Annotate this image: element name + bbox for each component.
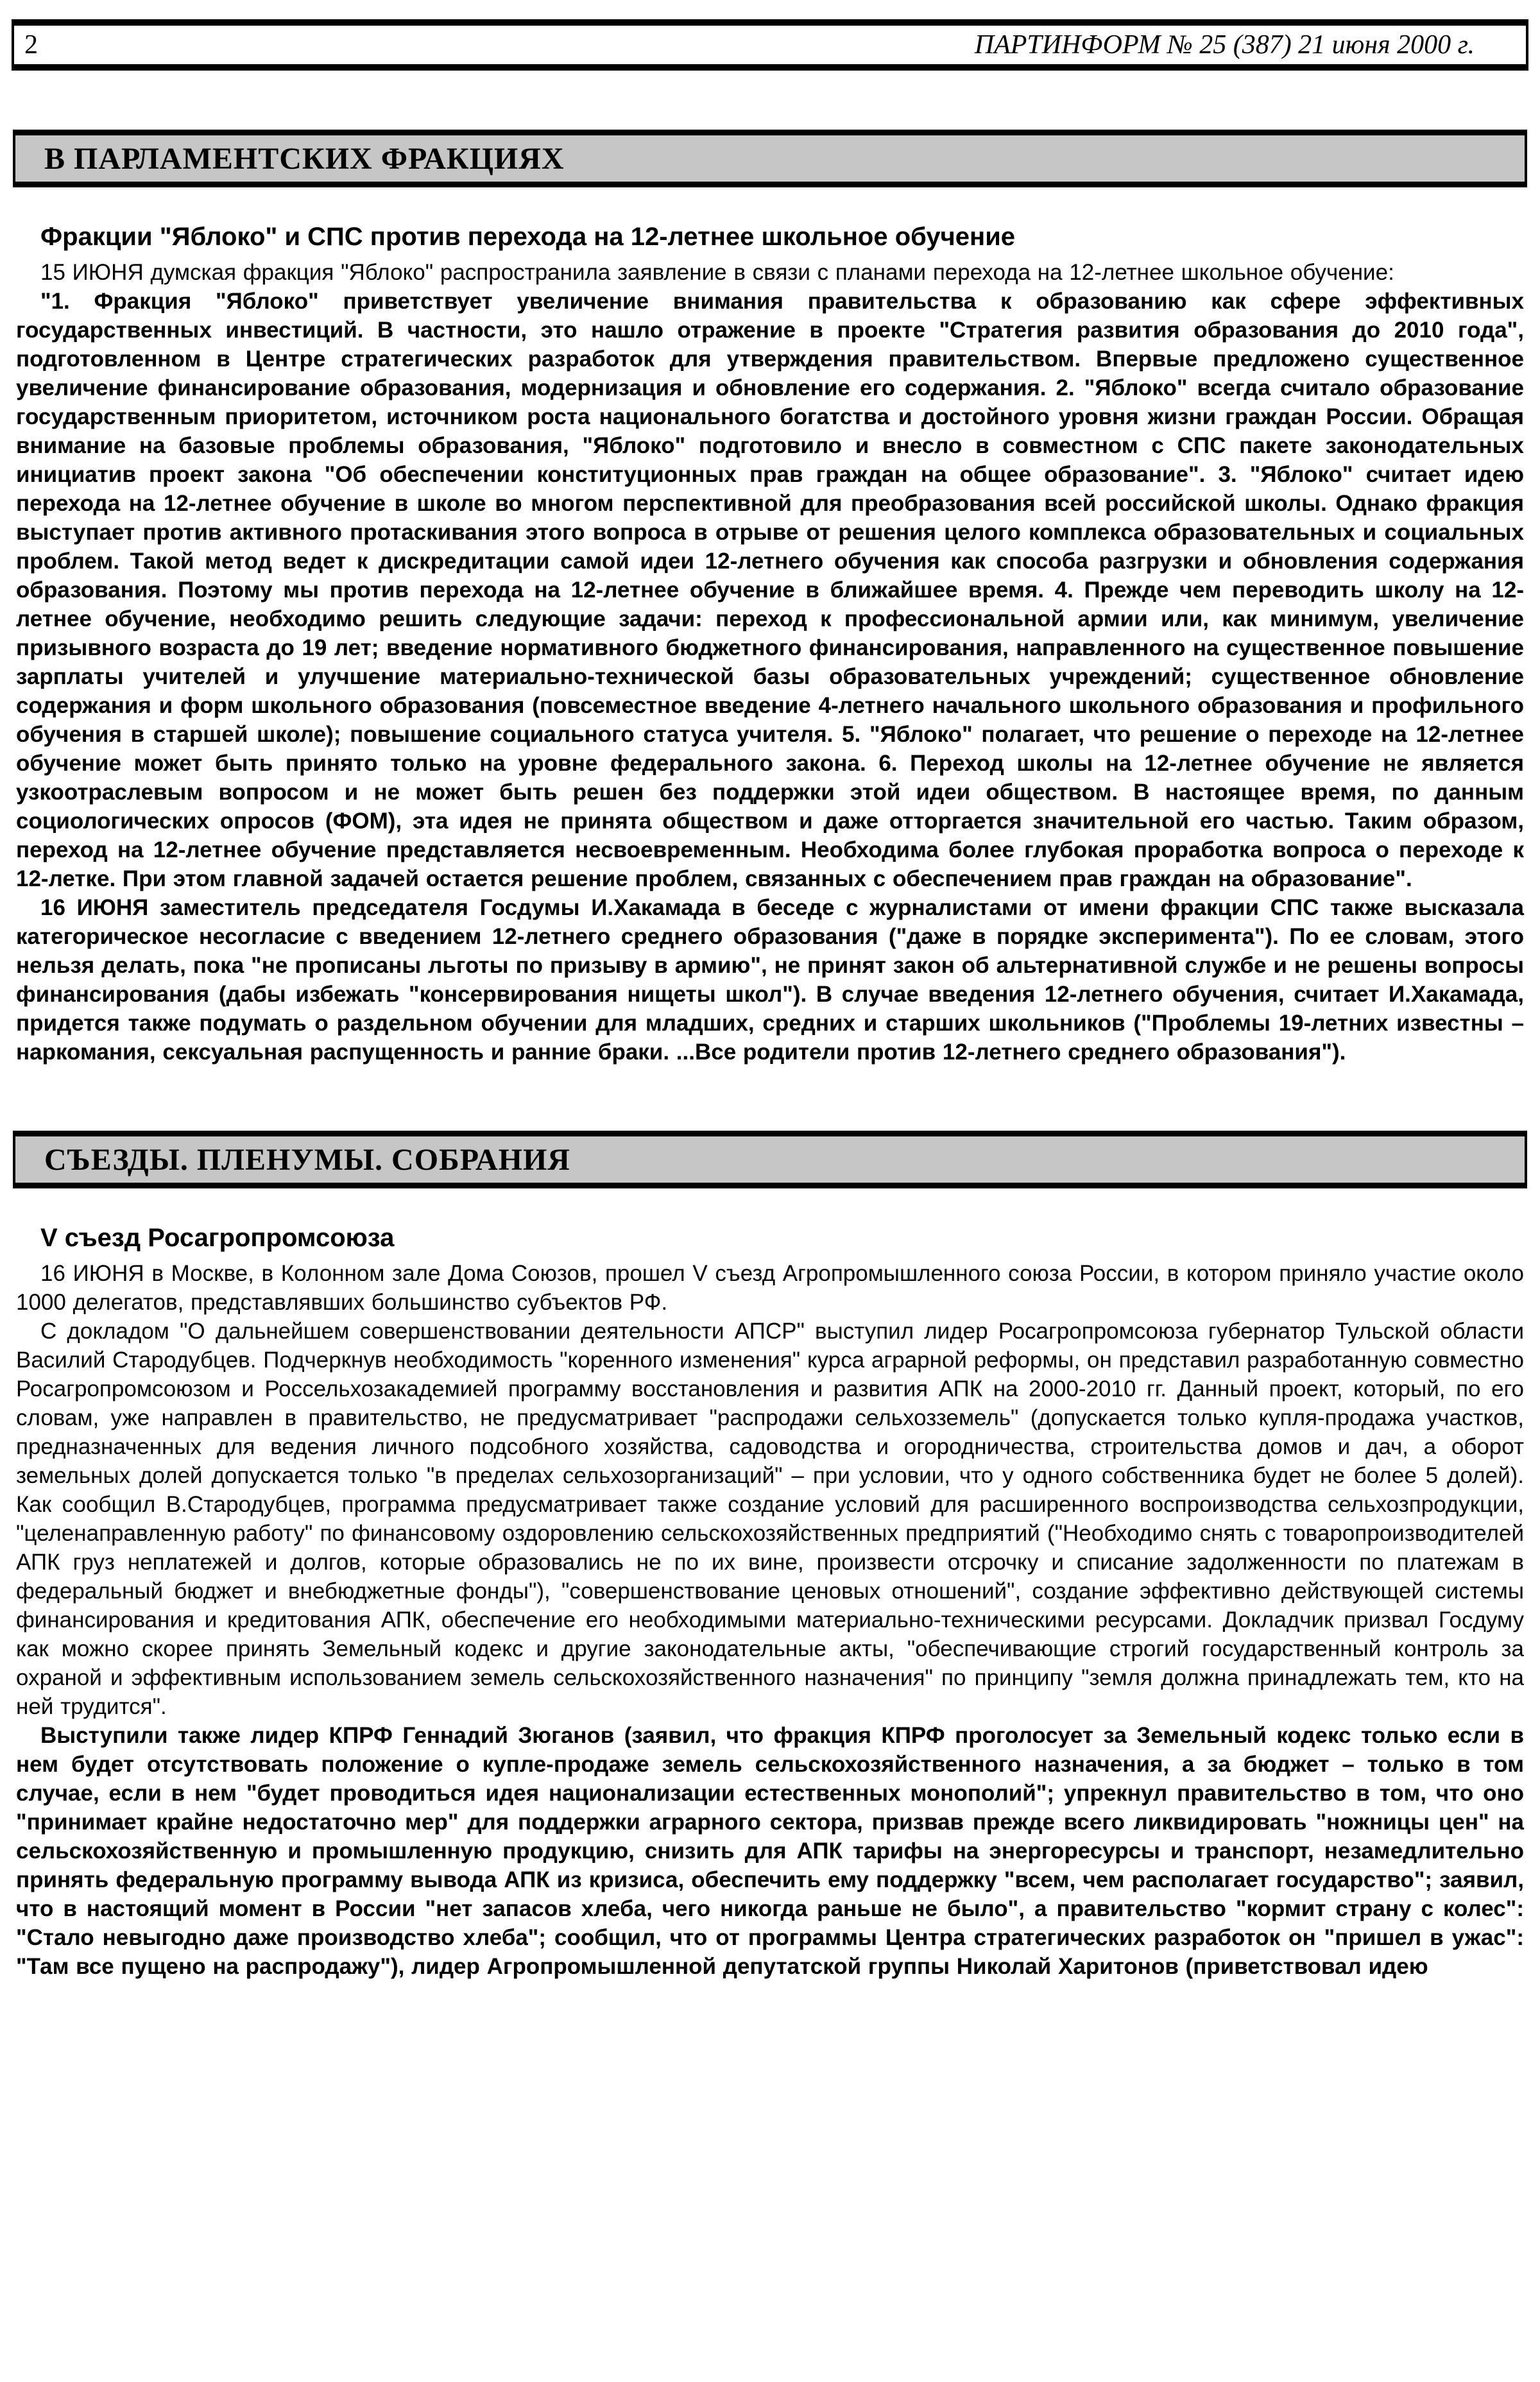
paragraph: Выступили также лидер КПРФ Геннадий Зюганов (заявил, что фракция КПРФ проголосует за Земельный кодекс только если в нем будет отсутствовать положение о купле-продаже земель сельскохозяйственного назначения, а за бюджет – только в том случае, если в нем "будет проводиться идея национализации естественных монополий"; упрекнул правительство в том, что оно "принимает крайне недостаточно мер" для поддержки аграрного сектора, призвав прежде всего ликвидировать "ножницы цен" на сельскохозяйственную и промышленную продукцию, снизить для АПК тарифы на энергоресурсы и транспорт, незамедлительно принять федеральную программу вывода АПК из кризиса, обеспечить ему поддержку "всем, чем располагает государство"; заявил, что в настоящий момент в России "нет запасов хлеба, чего никогда раньше не было", а правительство "кормит страну с колес": "Стало невыгодно даже производство хлеба"; сообщил, что от программы Центра стратегических разработок он "пришел в ужас": "Там все пущено на распродажу"), лидер Агропромышленной депутатской группы Николай Харитонов (приветствовал идею	[16, 1723, 1524, 1979]
paragraph: 15 ИЮНЯ думская фракция "Яблоко" распространила заявление в связи с планами перехода на 12-летнее школьное обучение:	[40, 260, 1394, 285]
article-rosagropromsoyuz	[0, 1222, 1540, 1981]
section-banner-parliament-fractions	[13, 130, 1527, 187]
paragraph: 16 ИЮНЯ заместитель председателя Госдумы И.Хакамада в беседе с журналистами от имени фракции СПС также высказала категорическое несогласие с введением 12-летнего среднего образования ("даже в порядке эксперимента"). По ее словам, этого нельзя делать, пока "не прописаны льготы по призыву в армию", не принят закон об альтернативной службе и не решены вопросы финансирования (дабы избежать "консервирования нищеты школ"). В случае введения 12-летнего обучения, считает И.Хакамада, придется также подумать о раздельном обучении для младших, средних и старших школьников ("Проблемы 19-летних известны – наркомания, сексуальная распущенность и ранние браки. ...Все родители против 12-летнего среднего образования").	[16, 895, 1524, 1065]
article-title: V съезд Росагропромсоюза	[40, 1224, 395, 1252]
article-body	[0, 1259, 1540, 1981]
paragraph: "1. Фракция "Яблоко" приветствует увеличение внимания правительства к образованию как сфере эффективных государственных инвестиций. В частности, это нашло отражение в проекте "Стратегия развития образования до 2010 года", подготовленном в Центре стратегических разработок для утверждения правительством. Впервые предложено существенное увеличение финансирование образования, модернизация и обновление его содержания. 2. "Яблоко" всегда считало образование государственным приоритетом, источником роста национального богатства и достойного уровня жизни граждан России. Обращая внимание на базовые проблемы образования, "Яблоко" подготовило и внесло в совместном с СПС пакете законодательных инициатив проект закона "Об обеспечении конституционных прав граждан на общее образование". 3. "Яблоко" считает идею перехода на 12-летнее обучение в школе во многом перспективной для преобразования всей российской школы. Однако фракция выступает против активного протаскивания этого вопроса в отрыве от решения целого комплекса образовательных и социальных проблем. Такой метод ведет к дискредитации самой идеи 12-летнего обучения как способа разгрузки и обновления содержания образования. Поэтому мы против перехода на 12-летнее обучение в ближайшее время. 4. Прежде чем переводить школу на 12-летнее обучение, необходимо решить следующие задачи: переход к профессиональной армии или, как минимум, увеличение призывного возраста до 19 лет; введение нормативного бюджетного финансирования, направленного на существенное повышение зарплаты учителей и улучшение материально-технической базы образовательных учреждений; существенное обновление содержания и форм школьного образования (повсеместное введение 4-летнего начального школьного образования и профильного обучения в старшей школе); повышение социального статуса учителя. 5. "Яблоко" полагает, что решение о переходе на 12-летнее обучение может быть принято только на уровне федерального закона. 6. Переход школы на 12-летнее обучение не является узкоотраслевым вопросом и не может быть решен без поддержки этой идеи обществом. В настоящее время, по данным социологических опросов (ФОМ), эта идея не принята обществом и даже отторгается значительной его частью. Таким образом, переход на 12-летнее обучение представляется несвоевременным. Необходима более глубокая проработка вопроса о переходе к 12-летке. При этом главной задачей остается решение проблем, связанных с обеспечением прав граждан на образование".	[16, 289, 1524, 891]
paragraph: 16 ИЮНЯ в Москве, в Колонном зале Дома Союзов, прошел V съезд Агропромышленного союза России, в котором приняло участие около 1000 делегатов, представлявших большинство субъектов РФ.	[16, 1261, 1524, 1315]
page-header	[12, 19, 1528, 71]
section-banner-congresses	[13, 1131, 1527, 1188]
section-banner-label: В ПАРЛАМЕНТСКИХ ФРАКЦИЯХ	[44, 141, 565, 176]
article-title: Фракции "Яблоко" и СПС против перехода на 12-летнее школьное обучение	[40, 223, 1016, 251]
article-yabloko-sps	[0, 221, 1540, 1067]
issue-title: ПАРТИНФОРМ № 25 (387) 21 июня 2000 г.	[974, 30, 1475, 60]
paragraph: С докладом "О дальнейшем совершенствовании деятельности АПСР" выступил лидер Росагропромсоюза губернатор Тульской области Василий Стародубцев. Подчеркнув необходимость "коренного изменения" курса аграрной реформы, он представил разработанную совместно Росагропромсоюзом и Россельхозакадемией программу восстановления и развития АПК на 2000-2010 гг. Данный проект, который, по его словам, уже направлен в правительство, не предусматривает "распродажи сельхозземель" (допускается только купля-продажа участков, предназначенных для ведения личного подсобного хозяйства, садоводства и огородничества, строительства домов и дач, а оборот земельных долей допускается только "в пределах сельхозорганизаций" – при условии, что у одного собственника будет не более 5 долей). Как сообщил В.Стародубцев, программа предусматривает также создание условий для расширенного воспроизводства сельхозпродукции, "целенаправленную работу" по финансовому оздоровлению сельскохозяйственных предприятий ("Необходимо снять с товаропроизводителей АПК груз неплатежей и долгов, которые образовались не по их вине, произвести отсрочку и списание задолженности по платежам в федеральный бюджет и внебюджетные фонды"), "совершенствование ценовых отношений", создание эффективно действующей системы финансирования и кредитования АПК, обеспечение его необходимыми материально-техническими ресурсами. Докладчик призвал Госдуму как можно скорее принять Земельный кодекс и другие законодательные акты, "обеспечивающие строгий государственный контроль за охраной и эффективным использованием земель сельскохозяйственного назначения" по принципу "земля должна принадлежать тем, кто на ней трудится".	[16, 1319, 1524, 1719]
section-banner-label: СЪЕЗДЫ. ПЛЕНУМЫ. СОБРАНИЯ	[44, 1142, 570, 1177]
article-body	[0, 258, 1540, 1067]
page-number: 2	[24, 30, 38, 60]
